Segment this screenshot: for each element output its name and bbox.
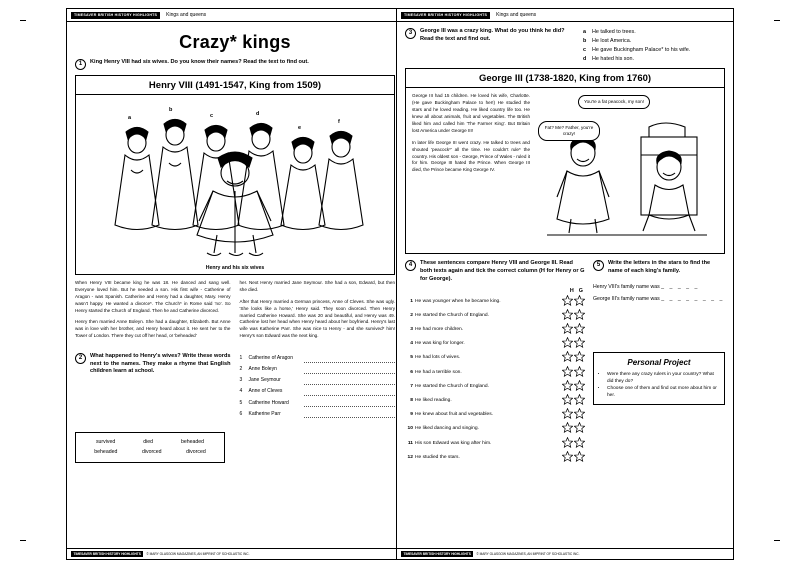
option-text: He lost America. [592,38,632,45]
task-4-text: These sentences compare Henry VIII and George III. Read both texts again and tick the correct column (H for Henry or G for George). [420,260,585,282]
wife-name: Anne Boleyn [248,366,277,373]
task-2-prompt [75,353,231,422]
personal-project-title: Personal Project [627,357,691,367]
star-icon[interactable] [562,323,573,334]
statement-text: He had lots of wives. [415,355,461,361]
answer-line[interactable] [304,389,396,396]
body-paragraph: her. Next Henry married Jane Seymour. She had a son, Edward, but then she died. [239,280,395,292]
figure-label-b: b [169,107,173,113]
statement-number: 4 [410,341,413,347]
wife-index: 6 [239,410,243,417]
wife-index: 5 [239,399,243,406]
personal-project-item: • Were there any crazy rulers in your country? What did they do? [607,371,718,385]
answer-line[interactable] [304,356,396,363]
statement-number: 12 [407,454,413,460]
answer-star-h[interactable] [561,322,573,336]
answer-star-h[interactable] [561,408,573,422]
statement-text: He had a terrible son. [415,369,462,375]
table-row [405,450,585,464]
right-footer [397,548,733,559]
task-3-block [405,28,725,64]
answer-star-h[interactable] [561,365,573,379]
family-answer-row[interactable] [593,281,725,293]
table-row [405,379,585,393]
statement-text: His son Edward was king after him. [415,440,492,446]
column-header-h: H [569,288,574,295]
answer-star-g[interactable] [573,450,585,464]
footer-text: © MARY GLASGOW MAGAZINES, AN IMPRINT OF SCHOLASTIC INC. [476,552,580,556]
word-bank-item: survived [95,438,116,445]
statement-text: He was younger when he became king. [415,298,501,304]
task-2-number: 2 [75,353,86,364]
answer-star-g[interactable] [573,379,585,393]
figure-label-a: a [128,115,132,121]
option-d[interactable] [583,55,725,63]
star-icon[interactable] [574,380,585,391]
word-bank-item: died [143,438,154,445]
task-3-text: George III was a crazy king. What do you think he did? Read the text and find out. [420,28,565,42]
personal-project-item: • Choose one of them and find out more about him or her. [607,385,718,399]
task-4-block [405,260,585,464]
statement-text: He liked dancing and singing. [415,426,479,432]
word-bank [75,432,225,464]
star-icon[interactable] [574,394,585,405]
george-panel-title: George III (1738-1820, King from 1760) [406,69,724,88]
task-4-number: 4 [405,260,416,271]
list-item[interactable] [240,400,396,408]
header-brand: TIMESAVER BRITISH HISTORY HIGHLIGHTS [71,12,160,19]
george-panel [405,68,725,254]
body-column-left [75,280,231,345]
list-item[interactable] [240,377,396,385]
family-answer-blank[interactable]: _ _ _ _ _ [661,283,700,290]
figure-label-f: f [338,119,340,125]
answer-star-h[interactable] [561,450,573,464]
task-2 [75,353,231,376]
body-paragraph: After that Henry married a German princess, Anne of Cleves. She was ugly. 'She looks like a horse,' Henry said. They soon divorced. Then Henry married Catherine Howard. She was 20 and beautiful, and Henry was 49. Catherine lost her head when Henry heard about her boyfriend. Henry's last wife was Katherine Parr. She was nice to Henry - and she survived* him! Henry's son Edward was the next king. [239,298,395,339]
answer-star-g[interactable] [573,294,585,308]
wife-index: 2 [239,366,243,373]
footer-brand: TIMESAVER BRITISH HISTORY HIGHLIGHTS [401,551,473,557]
wife-name: Catherine Howard [248,399,289,406]
task-1-number: 1 [75,59,86,70]
answer-line[interactable] [304,411,396,418]
star-icon[interactable] [562,451,573,462]
answer-star-g[interactable] [573,308,585,322]
statement-text: He had more children. [415,327,464,333]
word-bank-item: divorced [186,448,206,455]
footer-brand: TIMESAVER BRITISH HISTORY HIGHLIGHTS [71,551,143,557]
registration-mark [20,20,26,21]
star-icon[interactable] [574,351,585,362]
answer-star-g[interactable] [573,337,585,351]
option-letter: d [583,56,587,63]
answer-star-g[interactable] [573,422,585,436]
right-header [397,9,733,22]
statement-number: 10 [407,426,413,432]
task-5-block [593,260,725,464]
task-3 [405,28,575,43]
list-item[interactable] [240,355,396,363]
registration-mark [774,540,780,541]
star-icon[interactable] [562,295,573,306]
wife-name: Katherine Parr [248,410,281,417]
statement-text: He started the Church of England. [415,383,489,389]
star-icon[interactable] [562,380,573,391]
statement-number: 9 [410,412,413,418]
george-illustration [536,93,718,248]
wife-name: Catherine of Aragon [248,355,293,362]
right-content [397,22,733,548]
lower-section [405,260,725,464]
table-row [405,422,585,436]
star-icon[interactable] [574,295,585,306]
family-answer-blank[interactable]: _ _ _ _ _ _ _ _ [661,296,725,303]
wives-answer-list [240,353,396,422]
table-row [405,393,585,407]
star-icon[interactable] [574,408,585,419]
word-bank-item: divorced [141,448,162,455]
list-item[interactable] [240,388,396,396]
table-row [405,308,585,322]
table-row [405,322,585,336]
footer-text: © MARY GLASGOW MAGAZINES, AN IMPRINT OF SCHOLASTIC INC. [146,552,250,556]
word-bank-item: beheaded [94,448,118,455]
wife-index: 3 [239,377,243,384]
option-text: He talked to trees. [592,29,636,35]
statement-number: 3 [410,327,413,333]
statement-text: He studied the stars. [415,454,460,460]
registration-mark [20,540,26,541]
statement-text: He started the Church of England. [415,312,489,318]
figure-caption: Henry and his six wives [205,265,265,271]
answer-star-g[interactable] [573,365,585,379]
henry-illustration [76,95,394,274]
family-answer-label: George III's family name was [593,296,660,303]
answer-star-g[interactable] [573,408,585,422]
answer-star-h[interactable] [561,294,573,308]
column-header-g: G [578,288,583,295]
answer-star-h[interactable] [561,337,573,351]
task-2-text: What happened to Henry's wives? Write these words next to the names. They make a rhyme that English children learn at school. [90,353,231,375]
statement-number: 5 [410,355,413,361]
table-row [405,408,585,422]
statement-number: 6 [410,369,413,375]
answer-star-h[interactable] [561,436,573,450]
statement-number: 11 [407,440,413,446]
george-and-prince-drawing [536,93,718,243]
george-body [406,88,724,253]
page-title: Crazy* kings [179,32,291,52]
statement-number: 8 [410,397,413,403]
figure-label-e: e [298,125,302,131]
star-icon[interactable] [574,422,585,433]
star-icon[interactable] [562,351,573,362]
task-4 [405,260,585,283]
list-item[interactable] [240,366,396,374]
header-title: Kings and queens [166,12,207,18]
star-icon[interactable] [574,337,585,348]
wife-name: Jane Seymour [248,377,281,384]
header-brand: TIMESAVER BRITISH HISTORY HIGHLIGHTS [401,12,490,19]
answer-star-h[interactable] [561,422,573,436]
option-a[interactable] [583,28,725,36]
body-paragraph: When Henry VIII became king he was 18. He danced and sang well. Everyone loved him. But he needed a son. His first wife - Catherine of Aragon - was Spanish. Catherine and Henry had a daughter, Mary. Henry wasn't happy. He wanted a divorce*. The Church* in Rome said 'no'. So Henry started the Church of England. Then he and Catherine divorced. [75,280,231,313]
henry-body-text [75,280,395,345]
header-title: Kings and queens [496,12,537,18]
star-icon[interactable] [574,366,585,377]
statement-text: He knew about fruit and vegetables. [415,412,494,418]
answer-star-g[interactable] [573,393,585,407]
statement-number: 1 [410,298,413,304]
figure-label-c: c [210,113,214,119]
task-5-number: 5 [593,260,604,271]
wife-name: Anne of Cleves [248,388,283,395]
left-header [67,9,403,22]
statement-number: 2 [410,312,413,318]
option-text: He gave Buckingham Palace* to his wife. [592,47,691,54]
option-b[interactable] [583,37,725,45]
speech-bubble-top: You're a fat peacock, my son! [578,95,650,109]
answer-star-h[interactable] [561,351,573,365]
star-icon[interactable] [562,337,573,348]
list-item[interactable] [240,411,396,419]
family-answers [593,281,725,306]
answer-star-h[interactable] [561,308,573,322]
right-page [396,8,734,560]
option-text: He hated his son. [592,56,634,63]
wife-index: 4 [239,388,243,395]
option-c[interactable] [583,46,725,54]
answer-line[interactable] [304,400,396,407]
task-1 [75,59,395,70]
left-page [66,8,404,560]
personal-project-box [593,352,725,406]
family-answer-label: Henry VIII's family name was [593,283,660,290]
star-icon[interactable] [574,451,585,462]
table-row [405,294,585,308]
star-icon[interactable] [562,366,573,377]
answer-star-h[interactable] [561,379,573,393]
statement-text: He was king for longer. [415,341,465,347]
task-3-options [583,28,725,64]
henry-panel-title: Henry VIII (1491-1547, King from 1509) [76,76,394,95]
henry-panel [75,75,395,275]
speech-bubble-bottom: Fat? Me? Father, you're crazy! [538,121,600,141]
answer-line[interactable] [304,367,396,374]
figure-label-d: d [256,111,260,117]
body-paragraph: George III had 15 children. He loved his wife, Charlotte. (He gave Buckingham Palace to her!) He studied the stars and he loved reading. He liked country life too. He knew all about animals, fruit and vegetables. The British liked him and called him 'The Farmer King'. But Britain lost America under George III! [412,93,530,133]
star-icon[interactable] [574,309,585,320]
henry-and-wives-drawing [76,95,394,263]
task-5 [593,260,725,275]
task-2-block [75,353,395,422]
wife-index: 1 [239,355,243,362]
body-column-right [240,280,396,345]
star-icon[interactable] [562,437,573,448]
answer-line[interactable] [304,378,396,385]
task-5-text: Write the letters in the stars to find the name of each king's family. [608,260,711,274]
star-icon[interactable] [562,408,573,419]
compare-table [405,294,585,464]
kings-figures [76,95,394,263]
registration-mark [774,20,780,21]
star-icon[interactable] [562,309,573,320]
star-icon[interactable] [562,394,573,405]
answer-star-g[interactable] [573,351,585,365]
left-content [67,22,403,548]
statement-text: He liked reading. [415,397,452,403]
star-icon[interactable] [574,437,585,448]
task-1-text: King Henry VIII had six wives. Do you know their names? Read the text to find out. [90,59,309,65]
word-bank-item: beheaded [180,438,205,445]
left-footer [67,548,403,559]
task-3-number: 3 [405,28,416,39]
table-row [405,337,585,351]
table-row [405,365,585,379]
option-letter: c [583,47,586,54]
family-answer-row[interactable] [593,293,725,305]
table-row [405,351,585,365]
star-icon[interactable] [562,422,573,433]
answer-star-h[interactable] [561,393,573,407]
option-letter: a [583,29,586,35]
table-row [405,436,585,450]
body-paragraph: Henry then married Anne Boleyn. She had a daughter, Elizabeth. But Anne was in love with her brother, and Henry heard about it. He sent her to the Tower of London. There they cut off her head, or 'beheaded' [75,319,231,339]
body-paragraph: In later life George III went crazy. He talked to trees and shouted 'peacock*' all the time. He couldn't rule* the country. His oldest son - George, Prince of Wales - ruled it for him. George III hated the Prince. When George III died, the Prince became King George IV. [412,139,530,173]
option-letter: b [583,38,587,45]
george-text-column [412,93,530,248]
statement-number: 7 [410,383,413,389]
answer-star-g[interactable] [573,322,585,336]
answer-star-g[interactable] [573,436,585,450]
star-icon[interactable] [574,323,585,334]
